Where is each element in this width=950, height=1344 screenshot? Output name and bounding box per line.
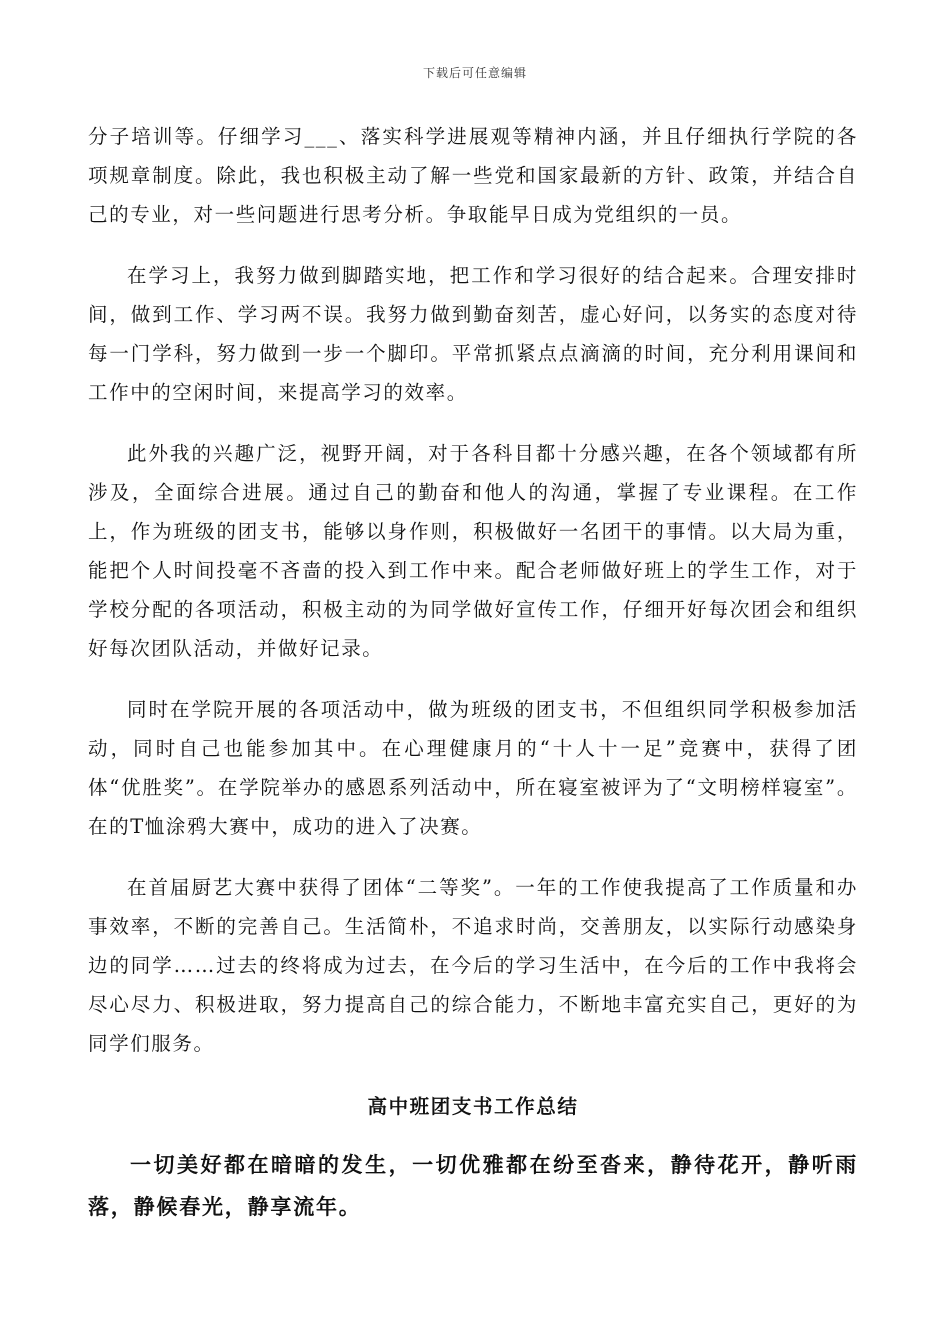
paragraph-5: 在首届厨艺大赛中获得了团体“二等奖”。一年的工作使我提高了工作质量和办事效率，不断的完善自己。生活简朴，不追求时尚，交善朋友，以实际行动感染身边的同学……过去的终将成为过去，在今后的学习生活中，在今后的工作中我将会尽心尽力、积极进取，努力提高自己的综合能力，不断地丰富充实自己，更好的为同学们服务。 (88, 876, 858, 1055)
paragraph-4: 同时在学院开展的各项活动中，做为班级的团支书，不但组织同学积极参加活动，同时自己也能参加其中。在心理健康月的“十人十一足”竞赛中，获得了团体“优胜奖”。在学院举办的感恩系列活动中，所在寝室被评为了“文明榜样寝室”。在的T恤涂鸦大赛中，成功的进入了决赛。 (88, 698, 858, 838)
paragraph-2: 在学习上，我努力做到脚踏实地，把工作和学习很好的结合起来。合理安排时间，做到工作、学习两不误。我努力做到勤奋刻苦，虚心好问，以务实的态度对待每一门学科，努力做到一步一个脚印。平常抓紧点点滴滴的时间，充分利用课间和工作中的空闲时间，来提高学习的效率。 (88, 264, 858, 404)
section-title: 高中班团支书工作总结 (367, 1095, 579, 1118)
closing-quote: 一切美好都在暗暗的发生，一切优雅都在纷至沓来，静待花开，静听雨落，静候春光，静享流年。 (88, 1152, 858, 1219)
page-header: 下载后可任意编辑 (422, 66, 527, 80)
paragraph-3: 此外我的兴趣广泛，视野开阔，对于各科目都十分感兴趣，在各个领域都有所涉及，全面综合进展。通过自己的勤奋和他人的沟通，掌握了专业课程。在工作上，作为班级的团支书，能够以身作则，积极做好一名团干的事情。以大局为重，能把个人时间投毫不吝啬的投入到工作中来。配合老师做好班上的学生工作，对于学校分配的各项活动，积极主动的为同学做好宣传工作，仔细开好每次团会和组织好每次团队活动，并做好记录。 (88, 442, 858, 660)
document-body (88, 117, 858, 1249)
paragraph-1: 分子培训等。仔细学习___、落实科学进展观等精神内涵，并且仔细执行学院的各项规章制度。除此，我也积极主动了解一些党和国家最新的方针、政策，并结合自己的专业，对一些问题进行思考分析。争取能早日成为党组织的一员。 (88, 125, 858, 226)
